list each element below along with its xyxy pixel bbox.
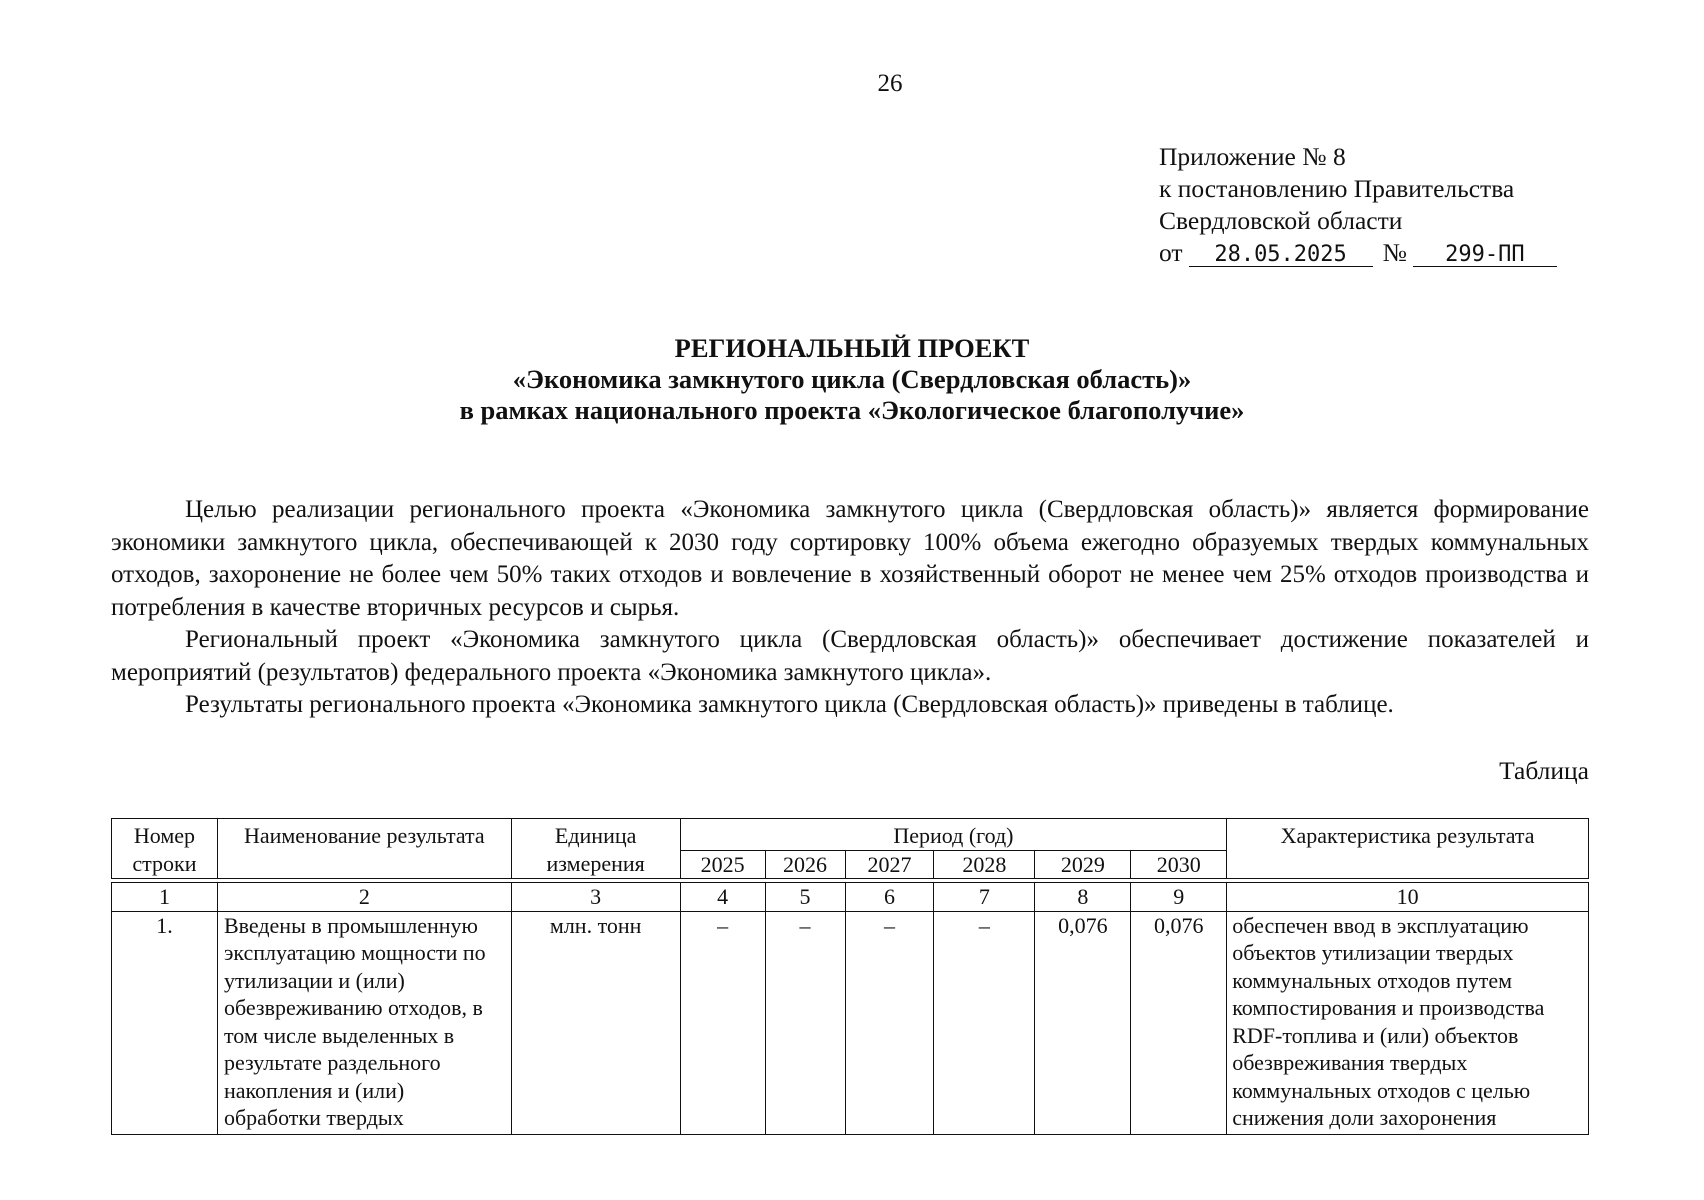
value-2026: – xyxy=(765,911,845,1134)
row-number: 1. xyxy=(112,911,218,1134)
paragraph-results-ref: Результаты регионального проекта «Экономика замкнутого цикла (Свердловская область)» приведены в таблице. xyxy=(185,691,1394,718)
annex-number-label: № xyxy=(1382,238,1407,267)
column-number: 2 xyxy=(217,883,511,912)
annex-number: 299-ПП xyxy=(1413,244,1557,267)
value-2028: – xyxy=(934,911,1035,1134)
value-2029: 0,076 xyxy=(1035,911,1131,1134)
title-line-1: РЕГИОНАЛЬНЫЙ ПРОЕКТ xyxy=(674,333,1030,363)
header-result-name: Наименование результата xyxy=(217,819,511,879)
annex-from-label: от xyxy=(1159,238,1183,267)
body-text xyxy=(111,494,1589,722)
header-year: 2027 xyxy=(845,850,934,879)
header-year: 2025 xyxy=(680,850,765,879)
column-number: 9 xyxy=(1131,883,1227,912)
annex-block xyxy=(1159,141,1557,269)
column-number: 5 xyxy=(765,883,845,912)
paragraph-federal-link: Региональный проект «Экономика замкнутого цикла (Свердловская область)» обеспечивает достижение показателей и мероприятий (результатов) федерального проекта «Экономика замкнутого цикла». xyxy=(111,626,1589,686)
header-year: 2029 xyxy=(1035,850,1131,879)
table-caption: Таблица xyxy=(1499,756,1589,785)
header-year: 2030 xyxy=(1131,850,1227,879)
title-line-3: в рамках национального проекта «Экологическое благополучие» xyxy=(459,395,1245,425)
column-number: 7 xyxy=(934,883,1035,912)
column-number: 1 xyxy=(112,883,218,912)
results-table xyxy=(111,818,1589,1135)
document-title xyxy=(0,333,1704,426)
header-characteristic: Характеристика результата xyxy=(1227,819,1589,879)
header-year: 2026 xyxy=(765,850,845,879)
header-period: Период (год) xyxy=(680,819,1227,851)
result-unit: млн. тонн xyxy=(511,911,680,1134)
header-year: 2028 xyxy=(934,850,1035,879)
column-number: 6 xyxy=(845,883,934,912)
annex-decree: к постановлению Правительства xyxy=(1159,174,1515,203)
annex-date-line xyxy=(1159,237,1557,269)
column-number: 10 xyxy=(1227,883,1589,912)
title-line-2: «Экономика замкнутого цикла (Свердловская область)» xyxy=(512,364,1192,394)
value-2030: 0,076 xyxy=(1131,911,1227,1134)
table-row xyxy=(112,911,1589,1134)
value-2027: – xyxy=(845,911,934,1134)
result-name: Введены в промышленную эксплуатацию мощности по утилизации и (или) обезвреживанию отходов, в том числе выделенных в результате раздельного накопления и (или) обработки твердых xyxy=(217,911,511,1134)
annex-region: Свердловской области xyxy=(1159,206,1403,235)
page-number: 26 xyxy=(877,70,903,97)
column-number: 8 xyxy=(1035,883,1131,912)
header-row-number: Номер строки xyxy=(112,819,218,879)
column-number: 4 xyxy=(680,883,765,912)
paragraph-goal: Целью реализации регионального проекта «Экономика замкнутого цикла (Свердловская область)» является формирование экономики замкнутого цикла, обеспечивающей к 2030 году сортировку 100% объема ежегодно образуемых твердых коммунальных отходов, захоронение не более чем 50% таких отходов и вовлечение в хозяйственный оборот не менее чем 25% отходов производства и потребления в качестве вторичных ресурсов и сырья. xyxy=(111,496,1589,621)
header-unit: Единица измерения xyxy=(511,819,680,879)
column-number: 3 xyxy=(511,883,680,912)
result-characteristic: обеспечен ввод в эксплуатацию объектов утилизации твердых коммунальных отходов путем компостирования и производства RDF-топлива и (или) объектов обезвреживания твердых коммунальных отходов с целью снижения доли захоронения xyxy=(1227,911,1589,1134)
annex-title: Приложение № 8 xyxy=(1159,142,1346,171)
column-number-row xyxy=(112,883,1589,912)
table-header-row xyxy=(112,819,1589,851)
value-2025: – xyxy=(680,911,765,1134)
annex-date: 28.05.2025 xyxy=(1189,244,1373,267)
